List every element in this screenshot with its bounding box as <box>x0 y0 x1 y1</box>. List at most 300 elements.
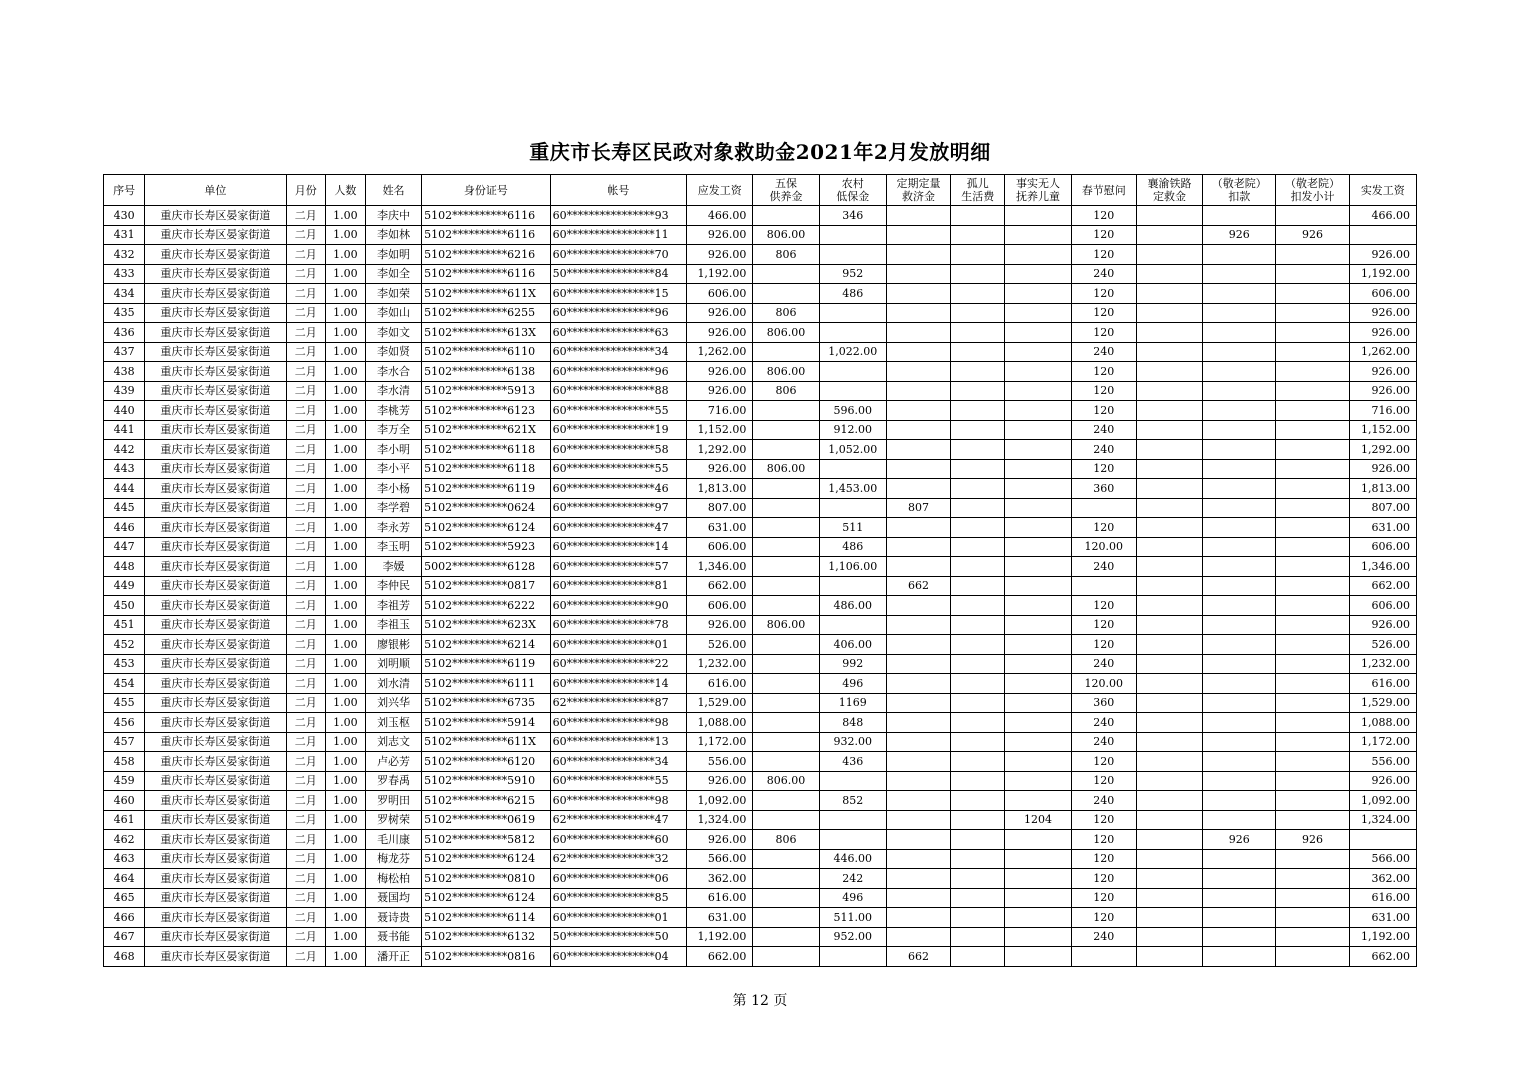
table-cell: 1,232.00 <box>1349 654 1416 674</box>
table-cell: 二月 <box>286 557 325 577</box>
table-cell <box>1276 264 1349 284</box>
table-cell: 926.00 <box>687 381 753 401</box>
table-cell <box>1203 537 1276 557</box>
table-cell <box>1136 225 1202 245</box>
table-cell <box>819 245 886 265</box>
table-cell: 433 <box>104 264 145 284</box>
table-cell: 556.00 <box>687 752 753 772</box>
table-cell: 1.00 <box>325 303 365 323</box>
table-cell: 452 <box>104 635 145 655</box>
table-cell: 926.00 <box>1349 323 1416 343</box>
table-cell: 卢必芳 <box>365 752 421 772</box>
table-cell: 重庆市长寿区晏家街道 <box>145 771 287 791</box>
table-cell: 重庆市长寿区晏家街道 <box>145 654 287 674</box>
table-cell <box>1276 284 1349 304</box>
table-cell: 1,192.00 <box>687 264 753 284</box>
table-cell <box>951 713 1005 733</box>
table-cell <box>1136 245 1202 265</box>
table-cell: 1.00 <box>325 206 365 226</box>
table-cell <box>1136 771 1202 791</box>
table-cell <box>951 381 1005 401</box>
table-cell: 二月 <box>286 498 325 518</box>
table-cell: 606.00 <box>1349 596 1416 616</box>
table-cell: 李桃芳 <box>365 401 421 421</box>
table-cell: 李媛 <box>365 557 421 577</box>
table-cell <box>1276 576 1349 596</box>
table-cell: 李小杨 <box>365 479 421 499</box>
table-cell <box>1276 401 1349 421</box>
table-row <box>104 576 1417 596</box>
table-cell <box>753 947 819 967</box>
table-cell: 1.00 <box>325 342 365 362</box>
table-cell <box>1203 440 1276 460</box>
table-cell: 447 <box>104 537 145 557</box>
table-cell <box>1005 303 1071 323</box>
table-cell: 60****************96 <box>550 303 687 323</box>
table-cell: 5102**********6119 <box>422 654 550 674</box>
table-cell: 852 <box>819 791 886 811</box>
table-cell: 806 <box>753 245 819 265</box>
table-cell <box>951 303 1005 323</box>
table-cell: 60****************58 <box>550 440 687 460</box>
table-cell: 重庆市长寿区晏家街道 <box>145 362 287 382</box>
column-header: 春节慰问 <box>1071 175 1136 206</box>
table-cell <box>1276 869 1349 889</box>
column-header: 帐号 <box>550 175 687 206</box>
table-cell <box>886 888 950 908</box>
table-cell: 443 <box>104 459 145 479</box>
table-cell: 二月 <box>286 245 325 265</box>
table-cell <box>1276 518 1349 538</box>
table-row <box>104 654 1417 674</box>
table-cell <box>1276 615 1349 635</box>
table-cell: 454 <box>104 674 145 694</box>
column-header: 身份证号 <box>422 175 550 206</box>
table-cell <box>1136 206 1202 226</box>
table-cell: 5102**********6132 <box>422 927 550 947</box>
table-cell: 二月 <box>286 206 325 226</box>
table-cell: 50****************84 <box>550 264 687 284</box>
table-cell <box>1276 459 1349 479</box>
table-cell: 526.00 <box>1349 635 1416 655</box>
table-cell <box>1136 947 1202 967</box>
table-cell: 62****************47 <box>550 810 687 830</box>
table-cell: 1.00 <box>325 264 365 284</box>
table-cell <box>1136 674 1202 694</box>
table-cell <box>951 596 1005 616</box>
table-row <box>104 362 1417 382</box>
table-cell <box>951 557 1005 577</box>
table-cell <box>886 849 950 869</box>
table-cell: 5102**********6222 <box>422 596 550 616</box>
table-cell <box>1005 576 1071 596</box>
table-cell: 60****************19 <box>550 420 687 440</box>
table-row <box>104 732 1417 752</box>
table-cell: 二月 <box>286 440 325 460</box>
table-cell: 240 <box>1071 927 1136 947</box>
table-cell: 二月 <box>286 596 325 616</box>
table-cell <box>1005 849 1071 869</box>
table-cell: 5102**********623X <box>422 615 550 635</box>
table-cell <box>886 908 950 928</box>
table-cell <box>886 752 950 772</box>
table-cell <box>886 557 950 577</box>
table-cell <box>1005 791 1071 811</box>
table-cell <box>951 323 1005 343</box>
table-cell: 50****************50 <box>550 927 687 947</box>
table-cell: 496 <box>819 888 886 908</box>
table-cell <box>951 537 1005 557</box>
column-header: 襄渝铁路 定救金 <box>1136 175 1202 206</box>
table-cell: 李学碧 <box>365 498 421 518</box>
table-cell: 462 <box>104 830 145 850</box>
table-row <box>104 849 1417 869</box>
table-cell <box>753 635 819 655</box>
table-cell <box>1071 947 1136 967</box>
table-cell <box>1276 498 1349 518</box>
table-cell: 952.00 <box>819 927 886 947</box>
table-cell <box>1005 635 1071 655</box>
table-cell <box>1203 323 1276 343</box>
table-cell: 李仲民 <box>365 576 421 596</box>
table-cell: 李祖玉 <box>365 615 421 635</box>
table-cell: 重庆市长寿区晏家街道 <box>145 225 287 245</box>
table-cell <box>1276 654 1349 674</box>
table-cell: 60****************70 <box>550 245 687 265</box>
table-cell: 1,192.00 <box>1349 927 1416 947</box>
table-cell <box>1136 362 1202 382</box>
table-cell: 240 <box>1071 420 1136 440</box>
table-cell: 1,088.00 <box>1349 713 1416 733</box>
table-cell: 431 <box>104 225 145 245</box>
table-cell: 重庆市长寿区晏家街道 <box>145 791 287 811</box>
table-cell <box>1349 225 1416 245</box>
table-cell: 120 <box>1071 381 1136 401</box>
table-cell: 二月 <box>286 869 325 889</box>
table-cell <box>819 830 886 850</box>
table-cell: 梅龙芬 <box>365 849 421 869</box>
table-cell <box>1005 752 1071 772</box>
table-cell <box>1276 693 1349 713</box>
table-cell: 1.00 <box>325 615 365 635</box>
table-cell <box>1276 791 1349 811</box>
table-cell: 465 <box>104 888 145 908</box>
table-cell <box>886 693 950 713</box>
table-cell: 120 <box>1071 752 1136 772</box>
table-cell: 60****************98 <box>550 791 687 811</box>
table-cell <box>1005 381 1071 401</box>
table-cell: 1169 <box>819 693 886 713</box>
table-cell: 662.00 <box>687 947 753 967</box>
table-cell: 5102**********0817 <box>422 576 550 596</box>
table-row <box>104 615 1417 635</box>
table-cell <box>886 537 950 557</box>
table-cell <box>1005 888 1071 908</box>
table-cell <box>886 518 950 538</box>
table-cell: 5102**********6114 <box>422 908 550 928</box>
table-cell: 5102**********611X <box>422 732 550 752</box>
table-cell <box>886 245 950 265</box>
table-cell <box>819 615 886 635</box>
table-cell <box>1203 362 1276 382</box>
table-cell: 406.00 <box>819 635 886 655</box>
table-cell: 二月 <box>286 908 325 928</box>
table-cell: 二月 <box>286 654 325 674</box>
table-cell: 李如荣 <box>365 284 421 304</box>
table-cell: 60****************88 <box>550 381 687 401</box>
table-cell: 60****************14 <box>550 674 687 694</box>
table-cell <box>1203 674 1276 694</box>
table-row <box>104 947 1417 967</box>
table-cell: 重庆市长寿区晏家街道 <box>145 342 287 362</box>
table-cell: 二月 <box>286 518 325 538</box>
table-cell: 806.00 <box>753 225 819 245</box>
table-cell <box>1005 927 1071 947</box>
table-row <box>104 342 1417 362</box>
table-cell: 450 <box>104 596 145 616</box>
table-cell: 60****************85 <box>550 888 687 908</box>
table-cell: 120 <box>1071 888 1136 908</box>
table-cell <box>1005 401 1071 421</box>
table-cell: 511.00 <box>819 908 886 928</box>
table-cell <box>819 771 886 791</box>
table-cell <box>886 771 950 791</box>
table-cell: 430 <box>104 206 145 226</box>
table-cell: 240 <box>1071 732 1136 752</box>
table-cell: 二月 <box>286 830 325 850</box>
table-cell: 926.00 <box>1349 459 1416 479</box>
table-cell: 460 <box>104 791 145 811</box>
table-cell: 刘志文 <box>365 732 421 752</box>
table-cell <box>1071 576 1136 596</box>
table-cell <box>1136 401 1202 421</box>
table-cell <box>1005 245 1071 265</box>
table-cell: 496 <box>819 674 886 694</box>
table-cell <box>819 459 886 479</box>
table-cell: 二月 <box>286 888 325 908</box>
table-cell <box>951 440 1005 460</box>
table-cell <box>819 947 886 967</box>
table-cell <box>1276 206 1349 226</box>
table-cell: 二月 <box>286 693 325 713</box>
table-cell <box>1005 459 1071 479</box>
table-cell <box>753 264 819 284</box>
table-cell <box>1276 713 1349 733</box>
table-cell: 439 <box>104 381 145 401</box>
table-cell: 616.00 <box>1349 888 1416 908</box>
column-header: 事实无人 抚养儿童 <box>1005 175 1071 206</box>
table-cell: 1.00 <box>325 557 365 577</box>
table-cell: 926.00 <box>687 245 753 265</box>
table-row <box>104 303 1417 323</box>
table-cell: 重庆市长寿区晏家街道 <box>145 888 287 908</box>
table-cell <box>886 810 950 830</box>
table-cell: 60****************11 <box>550 225 687 245</box>
table-cell <box>886 479 950 499</box>
table-cell: 二月 <box>286 752 325 772</box>
table-cell: 60****************55 <box>550 401 687 421</box>
table-cell: 616.00 <box>687 674 753 694</box>
table-cell: 重庆市长寿区晏家街道 <box>145 674 287 694</box>
table-cell: 重庆市长寿区晏家街道 <box>145 810 287 830</box>
table-cell <box>886 654 950 674</box>
table-cell <box>1136 849 1202 869</box>
table-cell: 926 <box>1276 830 1349 850</box>
table-cell: 662 <box>886 947 950 967</box>
table-cell <box>1136 479 1202 499</box>
table-cell: 60****************06 <box>550 869 687 889</box>
column-header: （敬老院） 扣款 <box>1203 175 1276 206</box>
table-cell <box>1005 947 1071 967</box>
table-cell: 5102**********0816 <box>422 947 550 967</box>
table-cell: 5102**********6119 <box>422 479 550 499</box>
table-cell: 62****************87 <box>550 693 687 713</box>
table-cell: 1,324.00 <box>687 810 753 830</box>
table-cell <box>1136 888 1202 908</box>
table-cell <box>951 576 1005 596</box>
table-cell <box>753 927 819 947</box>
table-cell <box>1349 830 1416 850</box>
table-cell <box>819 362 886 382</box>
table-cell: 聂国均 <box>365 888 421 908</box>
table-cell: 1,529.00 <box>1349 693 1416 713</box>
table-cell: 807 <box>886 498 950 518</box>
table-cell <box>951 479 1005 499</box>
table-cell: 60****************90 <box>550 596 687 616</box>
table-cell: 重庆市长寿区晏家街道 <box>145 635 287 655</box>
table-cell <box>951 264 1005 284</box>
table-cell <box>886 362 950 382</box>
table-cell: 434 <box>104 284 145 304</box>
table-cell: 1.00 <box>325 440 365 460</box>
table-cell <box>951 654 1005 674</box>
table-row <box>104 479 1417 499</box>
table-cell: 5102**********613X <box>422 323 550 343</box>
table-cell: 重庆市长寿区晏家街道 <box>145 420 287 440</box>
table-cell <box>1005 284 1071 304</box>
table-cell: 1.00 <box>325 381 365 401</box>
table-cell: 5102**********6735 <box>422 693 550 713</box>
table-cell: 1.00 <box>325 654 365 674</box>
table-cell <box>1276 810 1349 830</box>
table-cell: 李如全 <box>365 264 421 284</box>
table-cell: 60****************01 <box>550 908 687 928</box>
table-cell: 60****************78 <box>550 615 687 635</box>
table-cell <box>1136 420 1202 440</box>
table-cell: 1,529.00 <box>687 693 753 713</box>
table-cell: 60****************04 <box>550 947 687 967</box>
table-cell <box>1203 596 1276 616</box>
table-cell: 606.00 <box>687 596 753 616</box>
table-cell: 1,346.00 <box>687 557 753 577</box>
table-cell: 1.00 <box>325 362 365 382</box>
table-cell: 926.00 <box>687 459 753 479</box>
column-header: 应发工资 <box>687 175 753 206</box>
table-cell: 1.00 <box>325 518 365 538</box>
table-cell <box>1136 440 1202 460</box>
table-cell <box>753 576 819 596</box>
table-cell: 5102**********5910 <box>422 771 550 791</box>
table-cell <box>819 498 886 518</box>
table-cell: 446 <box>104 518 145 538</box>
table-cell: 1,232.00 <box>687 654 753 674</box>
table-cell: 1.00 <box>325 732 365 752</box>
table-cell <box>951 206 1005 226</box>
table-cell: 468 <box>104 947 145 967</box>
table-cell: 1.00 <box>325 284 365 304</box>
table-cell: 60****************34 <box>550 342 687 362</box>
table-cell <box>753 557 819 577</box>
table-cell <box>1005 323 1071 343</box>
table-cell: 807.00 <box>687 498 753 518</box>
table-cell: 435 <box>104 303 145 323</box>
table-cell <box>1136 635 1202 655</box>
table-cell: 1.00 <box>325 771 365 791</box>
table-cell <box>1276 303 1349 323</box>
table-cell <box>886 284 950 304</box>
table-cell: 1.00 <box>325 576 365 596</box>
table-cell <box>753 342 819 362</box>
table-cell <box>1136 752 1202 772</box>
table-cell <box>1203 342 1276 362</box>
table-cell <box>1276 381 1349 401</box>
table-cell <box>1203 420 1276 440</box>
table-cell <box>1276 927 1349 947</box>
table-body <box>104 206 1417 967</box>
table-cell: 1.00 <box>325 635 365 655</box>
table-cell: 李万全 <box>365 420 421 440</box>
table-cell <box>819 225 886 245</box>
table-cell: 240 <box>1071 654 1136 674</box>
table-cell <box>951 342 1005 362</box>
table-cell <box>951 284 1005 304</box>
table-cell: 重庆市长寿区晏家街道 <box>145 401 287 421</box>
table-cell <box>1136 518 1202 538</box>
table-cell: 461 <box>104 810 145 830</box>
table-cell <box>1136 459 1202 479</box>
table-cell <box>1005 362 1071 382</box>
table-cell: 1,324.00 <box>1349 810 1416 830</box>
table-cell: 李如贤 <box>365 342 421 362</box>
table-row <box>104 693 1417 713</box>
table-row <box>104 440 1417 460</box>
table-cell <box>1203 791 1276 811</box>
table-cell <box>1203 713 1276 733</box>
table-cell: 912.00 <box>819 420 886 440</box>
table-cell <box>1136 264 1202 284</box>
table-cell: 120.00 <box>1071 674 1136 694</box>
table-cell: 60****************55 <box>550 771 687 791</box>
table-cell: 120 <box>1071 206 1136 226</box>
table-cell <box>1005 713 1071 733</box>
table-cell: 聂诗贵 <box>365 908 421 928</box>
table-cell: 1.00 <box>325 713 365 733</box>
table-cell: 李如明 <box>365 245 421 265</box>
table-cell: 1,262.00 <box>687 342 753 362</box>
table-cell <box>1136 869 1202 889</box>
table-cell: 662.00 <box>1349 947 1416 967</box>
table-cell: 463 <box>104 849 145 869</box>
table-row <box>104 888 1417 908</box>
table-cell <box>1005 732 1071 752</box>
table-cell: 926.00 <box>1349 615 1416 635</box>
table-cell: 1,292.00 <box>687 440 753 460</box>
table-cell: 1,052.00 <box>819 440 886 460</box>
table-cell <box>1203 771 1276 791</box>
table-cell <box>753 537 819 557</box>
table-cell <box>1276 908 1349 928</box>
table-cell <box>1005 771 1071 791</box>
